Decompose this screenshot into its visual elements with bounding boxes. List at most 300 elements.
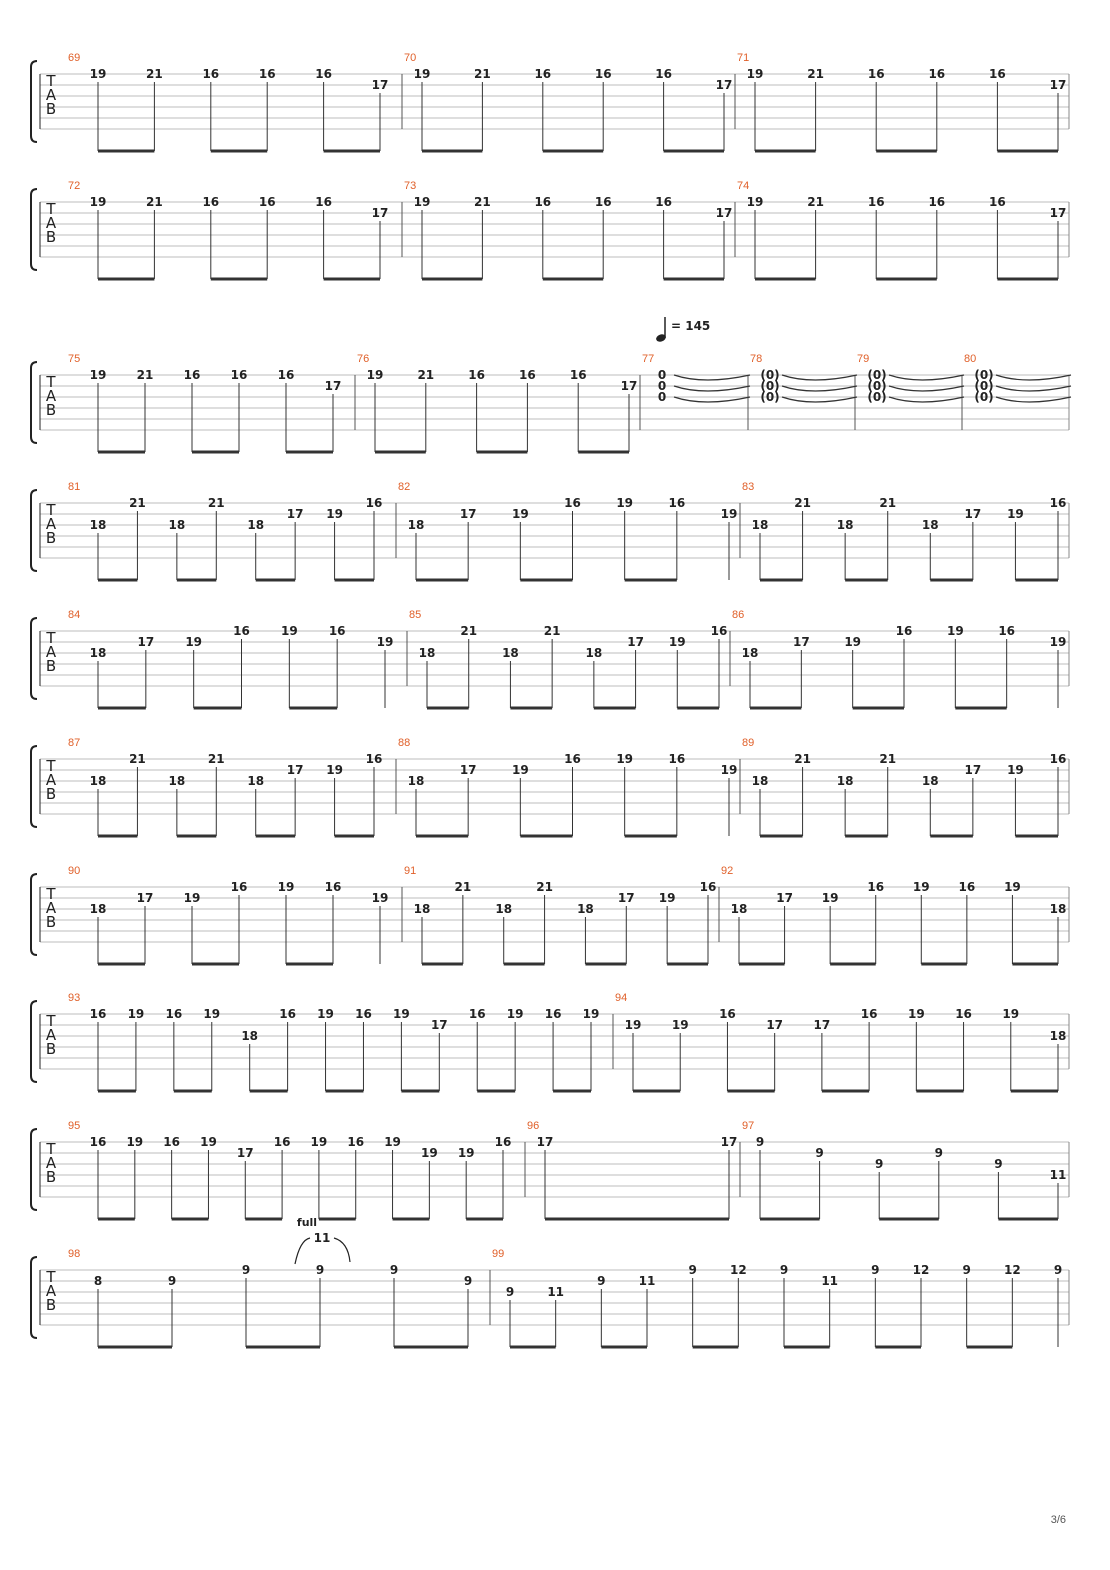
fret-number: 21 [417, 368, 435, 382]
tab-clef-letter: T [46, 1140, 56, 1158]
fret-number: (0) [867, 379, 887, 393]
tie-arc [996, 386, 1071, 391]
fret-number: 18 [89, 902, 107, 916]
fret-number: (0) [974, 390, 994, 404]
tab-clef-letter: T [46, 200, 56, 218]
measure-number: 88 [398, 737, 411, 749]
fret-number: 21 [879, 752, 897, 766]
fret-number: 9 [505, 1285, 515, 1299]
fret-number: 19 [457, 1146, 475, 1160]
fret-number: 16 [277, 368, 295, 382]
tab-system [31, 180, 1069, 279]
fret-number: 16 [867, 195, 885, 209]
fret-number: 19 [326, 763, 343, 777]
fret-number: 21 [794, 752, 811, 766]
fret-number: 19 [1004, 880, 1021, 894]
tab-system [31, 481, 1069, 580]
fret-number: 21 [879, 496, 897, 510]
tab-clef-letter: A [45, 899, 57, 917]
fret-number: 19 [671, 1018, 689, 1032]
fret-number: 16 [699, 880, 717, 894]
tab-clef-letter: A [45, 1154, 57, 1172]
measure-number: 96 [527, 1120, 540, 1132]
fret-number: 18 [502, 646, 519, 660]
fret-number: 18 [247, 774, 265, 788]
fret-number: 0 [657, 368, 667, 382]
tab-clef-letter: T [46, 72, 56, 90]
fret-number: 17 [776, 891, 793, 905]
fret-number: 21 [207, 752, 225, 766]
fret-number: 18 [836, 518, 854, 532]
tab-clef-letter: A [45, 771, 57, 789]
fret-number: 16 [324, 880, 342, 894]
tab-system [31, 737, 1069, 836]
system-bracket [31, 618, 37, 699]
fret-number: 16 [564, 752, 581, 766]
tab-clef-letter: B [45, 657, 57, 675]
fret-number: 19 [317, 1007, 334, 1021]
fret-number: 19 [511, 507, 529, 521]
fret-number: 9 [241, 1263, 251, 1277]
system-bracket [31, 490, 37, 571]
fret-number: 19 [746, 195, 764, 209]
fret-number: (0) [867, 368, 887, 382]
fret-number: 18 [168, 518, 186, 532]
fret-number: 16 [867, 67, 885, 81]
tab-clef-letter: T [46, 629, 56, 647]
fret-number: 16 [867, 880, 885, 894]
systems-layer [31, 52, 1071, 1347]
system-bracket [31, 362, 37, 443]
fret-number: 16 [928, 67, 946, 81]
fret-number: 16 [569, 368, 587, 382]
fret-number: 19 [384, 1135, 401, 1149]
tie-arc [889, 375, 964, 380]
fret-number: 16 [273, 1135, 291, 1149]
fret-number: 9 [597, 1274, 606, 1288]
system-bracket [31, 189, 37, 270]
fret-number: 16 [544, 1007, 562, 1021]
fret-number: 16 [928, 195, 946, 209]
fret-number: 16 [668, 496, 686, 510]
measure-number: 99 [492, 1248, 505, 1260]
fret-number: (0) [760, 390, 780, 404]
fret-number: 16 [233, 624, 250, 638]
tab-clef-letter: A [45, 1282, 57, 1300]
fret-number: 17 [536, 1135, 554, 1149]
fret-number: 17 [766, 1018, 784, 1032]
fret-number: 18 [1049, 902, 1067, 916]
fret-number: 21 [543, 624, 561, 638]
fret-number: 9 [994, 1157, 1003, 1171]
fret-number: 19 [185, 635, 203, 649]
fret-number: 16 [989, 67, 1006, 81]
measure-number: 77 [642, 353, 655, 365]
fret-number: 17 [286, 507, 304, 521]
fret-number: 19 [326, 507, 343, 521]
measure-number: 81 [68, 481, 81, 493]
tab-clef-letter: T [46, 501, 56, 519]
fret-number: 21 [474, 67, 491, 81]
tie-arc [674, 375, 750, 380]
fret-number: 9 [875, 1157, 884, 1171]
fret-number: 17 [1049, 206, 1067, 220]
fret-number: 16 [668, 752, 686, 766]
tab-clef-letter: A [45, 387, 57, 405]
fret-number: 19 [203, 1007, 221, 1021]
fret-number: 16 [594, 195, 612, 209]
fret-number: (0) [974, 368, 994, 382]
fret-number: 19 [280, 624, 298, 638]
fret-number: 18 [495, 902, 513, 916]
tab-clef-letter: B [45, 100, 57, 118]
fret-number: 19 [89, 67, 107, 81]
fret-number: 19 [511, 763, 529, 777]
fret-number: 16 [365, 752, 383, 766]
tab-clef-letter: A [45, 86, 57, 104]
fret-number: 16 [1049, 752, 1067, 766]
measure-number: 72 [68, 180, 81, 192]
bend-target-fret: 11 [313, 1231, 331, 1245]
fret-number: 9 [962, 1263, 971, 1277]
fret-number: 19 [376, 635, 394, 649]
fret-number: 19 [616, 496, 634, 510]
fret-number: 18 [836, 774, 854, 788]
fret-number: 9 [463, 1274, 473, 1288]
tie-arc [674, 386, 750, 391]
fret-number: 19 [912, 880, 930, 894]
fret-number: 19 [720, 763, 738, 777]
measure-number: 82 [398, 481, 411, 493]
tie-arc [782, 386, 857, 391]
fret-number: 18 [577, 902, 594, 916]
measure-number: 94 [615, 992, 628, 1004]
fret-number: 17 [236, 1146, 254, 1160]
tab-system [31, 353, 1071, 452]
fret-number: 16 [519, 368, 536, 382]
fret-number: 18 [168, 774, 186, 788]
fret-number: 18 [751, 774, 769, 788]
tab-clef-letter: T [46, 1012, 56, 1030]
fret-number: 18 [247, 518, 265, 532]
fret-number: 16 [89, 1007, 107, 1021]
fret-number: 16 [258, 195, 276, 209]
tab-system [31, 52, 1069, 151]
fret-number: 16 [710, 624, 728, 638]
fret-number: 21 [454, 880, 472, 894]
measure-number: 95 [68, 1120, 81, 1132]
fret-number: 9 [389, 1263, 399, 1277]
bend-release-arrow [334, 1238, 350, 1262]
fret-number: 17 [720, 1135, 738, 1149]
fret-number: 16 [468, 368, 485, 382]
fret-number: 9 [934, 1146, 943, 1160]
fret-number: 16 [315, 67, 332, 81]
system-bracket [31, 1257, 37, 1338]
fret-number: 18 [1049, 1029, 1067, 1043]
fret-number: 21 [460, 624, 478, 638]
fret-number: 18 [241, 1029, 259, 1043]
fret-number: 0 [657, 379, 667, 393]
fret-number: 17 [1049, 78, 1067, 92]
tab-clef-letter: B [45, 529, 57, 547]
tab-clef-letter: B [45, 401, 57, 419]
fret-number: 18 [751, 518, 769, 532]
fret-number: 18 [407, 518, 425, 532]
fret-number: 17 [459, 763, 477, 777]
fret-number: 19 [393, 1007, 410, 1021]
tab-clef-letter: T [46, 373, 56, 391]
tab-clef-letter: A [45, 1026, 57, 1044]
fret-number: 17 [324, 379, 342, 393]
fret-number: 17 [430, 1018, 448, 1032]
fret-number: 18 [585, 646, 603, 660]
fret-number: 9 [688, 1263, 697, 1277]
fret-number: 19 [89, 195, 107, 209]
fret-number: 16 [202, 67, 220, 81]
fret-number: 18 [89, 518, 107, 532]
fret-number: 19 [720, 507, 738, 521]
fret-number: 16 [594, 67, 612, 81]
fret-number: 18 [921, 518, 939, 532]
fret-number: 18 [741, 646, 759, 660]
fret-number: 16 [183, 368, 201, 382]
fret-number: 8 [93, 1274, 103, 1288]
fret-number: 17 [792, 635, 810, 649]
fret-number: 17 [715, 206, 733, 220]
fret-number: 21 [136, 368, 154, 382]
tab-clef-letter: T [46, 757, 56, 775]
tab-system [31, 609, 1069, 708]
tab-system [31, 1120, 1069, 1219]
fret-number: 19 [746, 67, 764, 81]
fret-number: 19 [624, 1018, 642, 1032]
fret-number: 19 [200, 1135, 217, 1149]
fret-number: 19 [1049, 635, 1067, 649]
measure-number: 86 [732, 609, 745, 621]
fret-number: 16 [860, 1007, 878, 1021]
fret-number: 19 [89, 368, 107, 382]
tab-clef-letter: B [45, 1168, 57, 1186]
system-bracket [31, 746, 37, 827]
measure-number: 70 [404, 52, 417, 64]
system-bracket [31, 874, 37, 955]
fret-number: 16 [655, 67, 672, 81]
fret-number: 17 [964, 763, 982, 777]
measure-number: 89 [742, 737, 755, 749]
fret-number: 16 [163, 1135, 180, 1149]
system-bracket [31, 1129, 37, 1210]
measure-number: 69 [68, 52, 81, 64]
fret-number: 18 [407, 774, 425, 788]
fret-number: 17 [813, 1018, 831, 1032]
fret-number: 9 [871, 1263, 880, 1277]
system-bracket [31, 1001, 37, 1082]
tie-arc [782, 375, 857, 380]
fret-number: 17 [286, 763, 304, 777]
measure-number: 87 [68, 737, 81, 749]
fret-number: 17 [627, 635, 644, 649]
fret-number: 21 [807, 67, 824, 81]
fret-number: 16 [655, 195, 672, 209]
tab-system [31, 1248, 1069, 1347]
tie-arc [996, 397, 1071, 402]
fret-number: 17 [137, 635, 155, 649]
fret-number: 16 [202, 195, 220, 209]
fret-number: 19 [421, 1146, 438, 1160]
fret-number: 9 [815, 1146, 824, 1160]
tempo-marking [655, 317, 710, 343]
fret-number: 12 [912, 1263, 930, 1277]
fret-number: 16 [355, 1007, 372, 1021]
fret-number: 19 [1007, 507, 1024, 521]
fret-number: 18 [89, 646, 107, 660]
fret-number: 19 [506, 1007, 524, 1021]
fret-number: 16 [534, 195, 552, 209]
fret-number: 11 [547, 1285, 565, 1299]
tie-arc [674, 397, 750, 402]
fret-number: 19 [127, 1007, 145, 1021]
measure-number: 84 [68, 609, 81, 621]
fret-number: 9 [167, 1274, 177, 1288]
tab-clef-letter: B [45, 228, 57, 246]
fret-number: 16 [230, 880, 248, 894]
tab-clef-letter: T [46, 885, 56, 903]
tie-arc [996, 375, 1071, 380]
fret-number: 21 [146, 195, 163, 209]
fret-number: 17 [715, 78, 733, 92]
fret-number: 16 [328, 624, 346, 638]
tab-system [31, 992, 1069, 1091]
fret-number: 9 [1053, 1263, 1063, 1277]
fret-number: 16 [1049, 496, 1067, 510]
tab-clef-letter: B [45, 785, 57, 803]
measure-number: 85 [409, 609, 422, 621]
measure-number: 97 [742, 1120, 755, 1132]
fret-number: 18 [921, 774, 939, 788]
tab-clef-letter: T [46, 1268, 56, 1286]
page-number: 3/6 [1050, 1514, 1066, 1526]
fret-number: 0 [657, 390, 667, 404]
fret-number: 16 [958, 880, 976, 894]
measure-number: 74 [737, 180, 750, 192]
fret-number: 19 [616, 752, 634, 766]
fret-number: 19 [126, 1135, 144, 1149]
measure-number: 79 [857, 353, 870, 365]
fret-number: 19 [582, 1007, 600, 1021]
fret-number: 16 [165, 1007, 183, 1021]
measure-number: 80 [964, 353, 977, 365]
fret-number: 16 [468, 1007, 486, 1021]
fret-number: 19 [907, 1007, 925, 1021]
tab-clef-letter: A [45, 515, 57, 533]
fret-number: 19 [844, 635, 862, 649]
tie-arc [889, 397, 964, 402]
tab-clef-letter: A [45, 643, 57, 661]
fret-number: 21 [129, 752, 146, 766]
fret-number: 17 [136, 891, 154, 905]
measure-number: 75 [68, 353, 81, 365]
measure-number: 98 [68, 1248, 81, 1260]
measure-number: 73 [404, 180, 417, 192]
fret-number: 11 [821, 1274, 839, 1288]
fret-number: 16 [895, 624, 913, 638]
fret-number: 17 [964, 507, 982, 521]
fret-number: 19 [658, 891, 676, 905]
tab-clef-letter: B [45, 1040, 57, 1058]
fret-number: 21 [146, 67, 163, 81]
measure-number: 78 [750, 353, 763, 365]
fret-number: 16 [998, 624, 1016, 638]
measure-number: 90 [68, 865, 81, 877]
tab-system [31, 865, 1069, 964]
fret-number: 19 [183, 891, 201, 905]
tab-clef-letter: B [45, 1296, 57, 1314]
tab-clef-letter: B [45, 913, 57, 931]
fret-number: 16 [279, 1007, 296, 1021]
fret-number: 19 [1007, 763, 1024, 777]
fret-number: 18 [89, 774, 107, 788]
fret-number: 17 [617, 891, 635, 905]
fret-number: (0) [760, 368, 780, 382]
fret-number: 11 [1049, 1168, 1067, 1182]
bend-up-arrow [295, 1238, 310, 1264]
fret-number: 17 [459, 507, 477, 521]
fret-number: 9 [755, 1135, 765, 1149]
bend-annotation [295, 1216, 350, 1264]
fret-number: 16 [230, 368, 248, 382]
fret-number: 21 [794, 496, 811, 510]
fret-number: 17 [371, 206, 389, 220]
fret-number: 11 [638, 1274, 656, 1288]
fret-number: 16 [347, 1135, 365, 1149]
fret-number: 21 [474, 195, 491, 209]
fret-number: 19 [946, 624, 964, 638]
fret-number: 19 [1002, 1007, 1020, 1021]
measure-number: 91 [404, 865, 417, 877]
fret-number: 19 [821, 891, 839, 905]
fret-number: 19 [277, 880, 295, 894]
fret-number: 12 [1003, 1263, 1021, 1277]
fret-number: 16 [989, 195, 1006, 209]
fret-number: (0) [974, 379, 994, 393]
fret-number: 19 [310, 1135, 328, 1149]
fret-number: 19 [668, 635, 686, 649]
fret-number: 18 [418, 646, 436, 660]
fret-number: 17 [371, 78, 389, 92]
fret-number: 16 [955, 1007, 972, 1021]
fret-number: 9 [315, 1263, 325, 1277]
measure-number: 83 [742, 481, 755, 493]
fret-number: 9 [779, 1263, 789, 1277]
fret-number: 18 [413, 902, 431, 916]
tie-arc [889, 386, 964, 391]
fret-number: 16 [534, 67, 552, 81]
fret-number: 16 [89, 1135, 107, 1149]
measure-number: 76 [357, 353, 370, 365]
fret-number: 16 [564, 496, 581, 510]
fret-number: 12 [729, 1263, 747, 1277]
tie-arc [782, 397, 857, 402]
fret-number: 17 [620, 379, 638, 393]
fret-number: (0) [867, 390, 887, 404]
fret-number: 18 [730, 902, 748, 916]
measure-number: 71 [737, 52, 750, 64]
fret-number: 16 [315, 195, 332, 209]
fret-number: 19 [413, 67, 431, 81]
system-bracket [31, 61, 37, 142]
fret-number: 16 [719, 1007, 736, 1021]
